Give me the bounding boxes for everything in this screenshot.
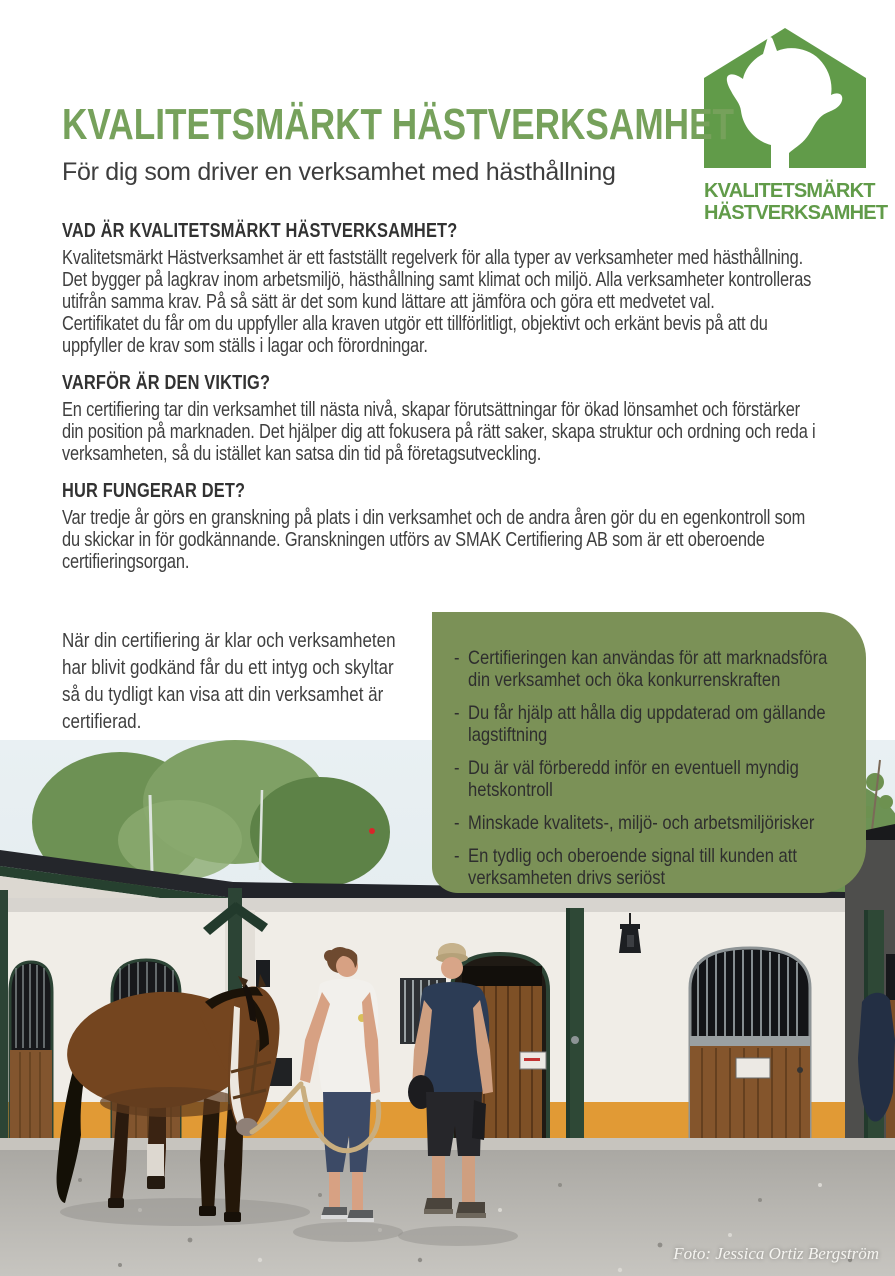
dash-bullet: - (454, 845, 460, 867)
green-post-mid (566, 908, 584, 1144)
benefit-item (454, 702, 847, 746)
section-paragraph: Var tredje år görs en granskning på plats i din verksamhet och de andra åren gör du en egenkontroll som du skickar in för godkännande. Granskningen utförs av SMAK Certifiering AB som är ett oberoende certifieringsorgan. (62, 507, 806, 573)
logo-line1: KVALITETSMÄRKT (704, 180, 875, 202)
section-how-it-works (62, 480, 825, 573)
section-what-is (62, 220, 825, 357)
section-paragraph: Certifikatet du får om du uppfyller alla kraven utgör ett tillförlitligt, objektivt och erkänt bevis på att du uppfyller de krav som ställs i lagar och förordningar. (62, 313, 768, 357)
section-paragraph: En certifiering tar din verksamhet till nästa nivå, skapar förutsättningar för ökad lönsamhet och förstärker din position på marknaden. Det hjälper dig att fokusera på rätt saker, skapa struktur och ordning och reda i verksamheten, så du istället kan satsa din tid på företagsutveckling. (62, 399, 816, 465)
section-heading: VAD ÄR KVALITETSMÄRKT HÄSTVERKSAMHET? (62, 220, 458, 242)
dash-bullet: - (454, 702, 460, 724)
benefit-text: Minskade kvalitets-, miljö- och arbetsmiljörisker (468, 812, 815, 834)
hanging-jacket (858, 993, 895, 1122)
stall-door-right (690, 948, 810, 1140)
benefits-list (454, 647, 847, 889)
dash-bullet: - (454, 647, 460, 669)
benefit-item (454, 845, 847, 889)
benefit-item (454, 757, 847, 801)
red-dot (369, 828, 375, 834)
section-heading: HUR FUNGERAR DET? (62, 480, 246, 502)
masthead (62, 100, 895, 187)
page-title: KVALITETSMÄRKT HÄSTVERKSAMHET (62, 100, 735, 149)
page-subtitle: För dig som driver en verksamhet med hästhållning (62, 158, 616, 186)
benefit-item (454, 647, 847, 691)
benefit-text: En tydlig och oberoende signal till kunden att verksamheten drivs seriöst (468, 845, 797, 889)
benefits-box (432, 612, 866, 893)
photo-credit: Foto: Jessica Ortiz Bergström (673, 1244, 879, 1263)
dash-bullet: - (454, 812, 460, 834)
body-sections (62, 220, 825, 588)
logo-line2: HÄSTVERKSAMHET (704, 202, 888, 224)
aside-paragraph: När din certifiering är klar och verksamheten har blivit godkänd får du ett intyg och skyltar så du tydligt kan visa att din verksamhet är certifierad. (62, 630, 396, 733)
benefit-text: Du får hjälp att hålla dig uppdaterad om gällande lagstiftning (468, 702, 826, 746)
section-paragraph: Kvalitetsmärkt Hästverksamhet är ett fastställt regelverk för alla typer av verksamheter med hästhållning. Det bygger på lagkrav inom arbetsmiljö, hästhållning samt klimat och miljö. Alla verksamheter kontrolleras utifrån samma krav. På så sätt är det som kund lättare att jämföra och göra ett medvetet val. (62, 247, 812, 313)
benefit-text: Certifieringen kan användas för att marknadsföra din verksamhet och öka konkurrenskraften (468, 647, 828, 691)
benefit-item (454, 812, 847, 834)
section-why-important (62, 372, 825, 465)
dash-bullet: - (454, 757, 460, 779)
section-heading: VARFÖR ÄR DEN VIKTIG? (62, 372, 271, 394)
benefit-text: Du är väl förberedd inför en eventuell myndig hetskontroll (468, 757, 799, 801)
